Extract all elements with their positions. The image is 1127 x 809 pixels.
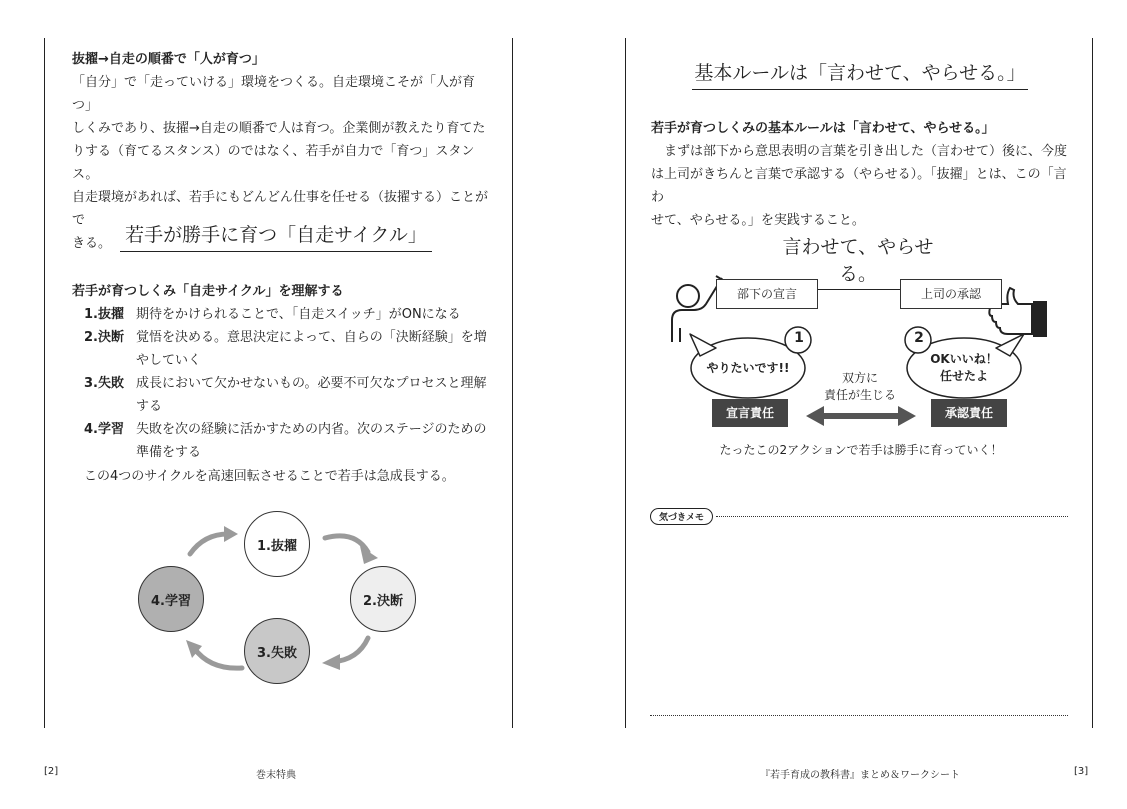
list-item-text [136,418,491,464]
list-item-line: 準備をする [136,445,202,460]
intro-line: りする（育てるスタンス）のではなく、若手が自力で「育つ」スタンス。 [72,144,475,182]
arrow-step4-to-step1 [190,534,228,554]
list-item-number: 3.失敗 [84,376,124,391]
arrowhead-2 [322,654,340,670]
step-number-left: 1 [794,330,804,346]
cycle-step-2: 2.決断 [350,566,416,632]
section-title-jisou-cycle: 若手が勝手に育つ「自走サイクル」 [120,220,432,252]
rule-line: せて、やらせる。」を実践すること。 [651,213,865,228]
intro-line: しくみであり、抜擢→自走の順番で人は育つ。企業側が教えたり育てた [72,121,486,136]
rule-line: は上司がきちんと言葉で承認する（やらせる）。「抜擢」とは、この「言わ [651,167,1067,205]
label-boss-approval: 上司の承認 [900,279,1002,309]
cycle-heading: 若手が育つしくみ「自走サイクル」を理解する [72,284,344,299]
list-item-line: 覚悟を決める。意思決定によって、自らの「決断経験」を増 [136,330,487,345]
right-page-left-border [625,38,626,728]
intro-line: 「自分」で「走っていける」環境をつくる。自走環境こそが「人が育つ」 [72,75,476,113]
arrowhead-1 [360,546,378,564]
label-subordinate-declaration: 部下の宣言 [716,279,818,309]
mutual-responsibility-text [810,370,910,404]
arrow-step3-to-step4 [194,648,242,668]
right-bubble-text [906,351,1022,385]
center-line: 双方に [841,371,878,385]
list-item [84,372,494,418]
right-page-right-border [1092,38,1093,728]
left-page-right-border [512,38,513,728]
rule-heading: 若手が育つしくみの基本ルールは「言わせて、やらせる。」 [651,121,995,136]
diagram-caption: たったこの2アクションで若手は勝手に育っていく！ [719,443,1003,457]
intro-heading: 抜擢→自走の順番で「人が育つ」 [72,52,265,67]
list-item-number: 4.学習 [84,422,124,437]
list-item-line: 成長において欠かせないもの。必要不可欠なプロセスと理解 [136,376,487,391]
double-arrow-icon [806,406,916,426]
rule-paragraph [651,140,1076,232]
arrowhead-4 [224,526,238,542]
box-approval-responsibility: 承認責任 [931,399,1007,427]
right-bubble-line: 任せたよ [939,369,988,383]
cycle-step-1: 1.抜擢 [244,511,310,577]
section-title-basic-rule: 基本ルールは「言わせて、やらせる。」 [692,58,1028,90]
page-number-right: [3] [1074,766,1089,777]
box-declaration-responsibility: 宣言責任 [712,399,788,427]
diagram-title: 言わせて、やらせる。 [772,232,944,290]
intro-line: 自走環境があれば、若手にもどんどん仕事を任せる（抜擢する）ことがで [72,190,489,228]
rule-line: まずは部下から意思表明の言葉を引き出した（言わせて）後に、今度 [664,144,1068,159]
right-bubble-line: OKいいね！ [930,352,998,366]
list-item-text: 期待をかけられることで、「自走スイッチ」がONになる [136,307,461,322]
footer-label-left: 巻末特典 [256,770,296,781]
cycle-step-3: 3.失敗 [244,618,310,684]
list-item-number: 2.決断 [84,330,124,345]
list-item-line: 失敗を次の経験に活かすための内省。次のステージのための [136,422,487,437]
list-item [84,326,494,372]
page-number-left: [2] [44,766,59,777]
left-bubble-text: やりたいです!! [706,361,790,375]
list-item [84,418,494,464]
list-item-text [136,326,491,372]
left-page-left-border [44,38,45,728]
list-item-line: やしていく [136,353,202,368]
list-item-line: する [136,399,163,414]
list-item [84,303,494,326]
center-line: 責任が生じる [823,388,896,402]
step-number-right: 2 [914,330,924,346]
memo-top-dotted-line [716,516,1068,517]
memo-bottom-dotted-line [650,715,1068,716]
memo-label: 気づきメモ [650,508,713,525]
list-item-text [136,372,491,418]
list-item-number: 1.抜擢 [84,307,124,322]
cycle-summary: この4つのサイクルを高速回転させることで若手は急成長する。 [84,469,455,484]
intro-line: きる。 [72,236,112,251]
footer-label-right: 『若手育成の教科書』まとめ＆ワークシート [760,770,960,781]
cycle-step-4: 4.学習 [138,566,204,632]
